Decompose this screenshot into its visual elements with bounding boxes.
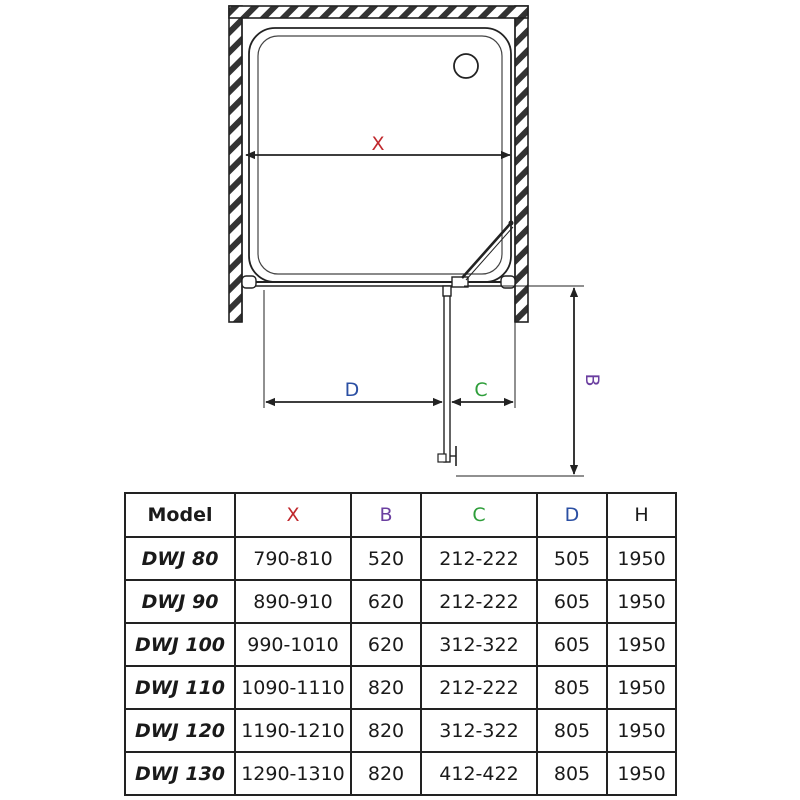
right-wall [515,6,528,322]
header-model: Model [125,493,235,537]
label-d: D [344,379,360,401]
b-cell: 620 [351,623,421,666]
b-cell: 520 [351,537,421,580]
table-header-row [125,493,676,537]
x-cell: 890-910 [235,580,351,623]
table-row [125,752,676,795]
model-cell: DWJ 120 [125,709,235,752]
table-row [125,709,676,752]
c-cell: 212-222 [421,666,537,709]
model-cell: DWJ 80 [125,537,235,580]
x-cell: 1190-1210 [235,709,351,752]
table-row [125,623,676,666]
open-door-panel [438,286,456,466]
x-cell: 1090-1110 [235,666,351,709]
c-cell: 212-222 [421,580,537,623]
h-cell: 1950 [607,623,676,666]
c-cell: 212-222 [421,537,537,580]
d-cell: 605 [537,623,607,666]
header-d: D [537,493,607,537]
h-cell: 1950 [607,752,676,795]
dimension-x [246,133,510,155]
d-cell: 805 [537,709,607,752]
b-cell: 820 [351,752,421,795]
header-x: X [235,493,351,537]
drain-icon [454,54,478,78]
model-cell: DWJ 130 [125,752,235,795]
label-b: B [581,373,603,387]
left-wall [229,6,242,322]
label-x: X [371,133,385,155]
d-cell: 505 [537,537,607,580]
d-cell: 605 [537,580,607,623]
header-b: B [351,493,421,537]
model-cell: DWJ 90 [125,580,235,623]
model-cell: DWJ 100 [125,623,235,666]
x-cell: 1290-1310 [235,752,351,795]
b-cell: 620 [351,580,421,623]
h-cell: 1950 [607,666,676,709]
c-cell: 312-322 [421,623,537,666]
b-cell: 820 [351,709,421,752]
c-cell: 412-422 [421,752,537,795]
spec-table [124,492,677,796]
model-cell: DWJ 110 [125,666,235,709]
x-cell: 990-1010 [235,623,351,666]
header-c: C [421,493,537,537]
h-cell: 1950 [607,537,676,580]
table-row [125,666,676,709]
extension-lines [264,286,584,476]
h-cell: 1950 [607,580,676,623]
dimension-c [452,379,513,402]
c-cell: 312-322 [421,709,537,752]
label-c: C [474,379,488,401]
dimension-d [266,379,442,402]
h-cell: 1950 [607,709,676,752]
dimension-b [574,288,603,474]
table-row [125,580,676,623]
x-cell: 790-810 [235,537,351,580]
table-row [125,537,676,580]
d-cell: 805 [537,752,607,795]
d-cell: 805 [537,666,607,709]
header-h: H [607,493,676,537]
b-cell: 820 [351,666,421,709]
